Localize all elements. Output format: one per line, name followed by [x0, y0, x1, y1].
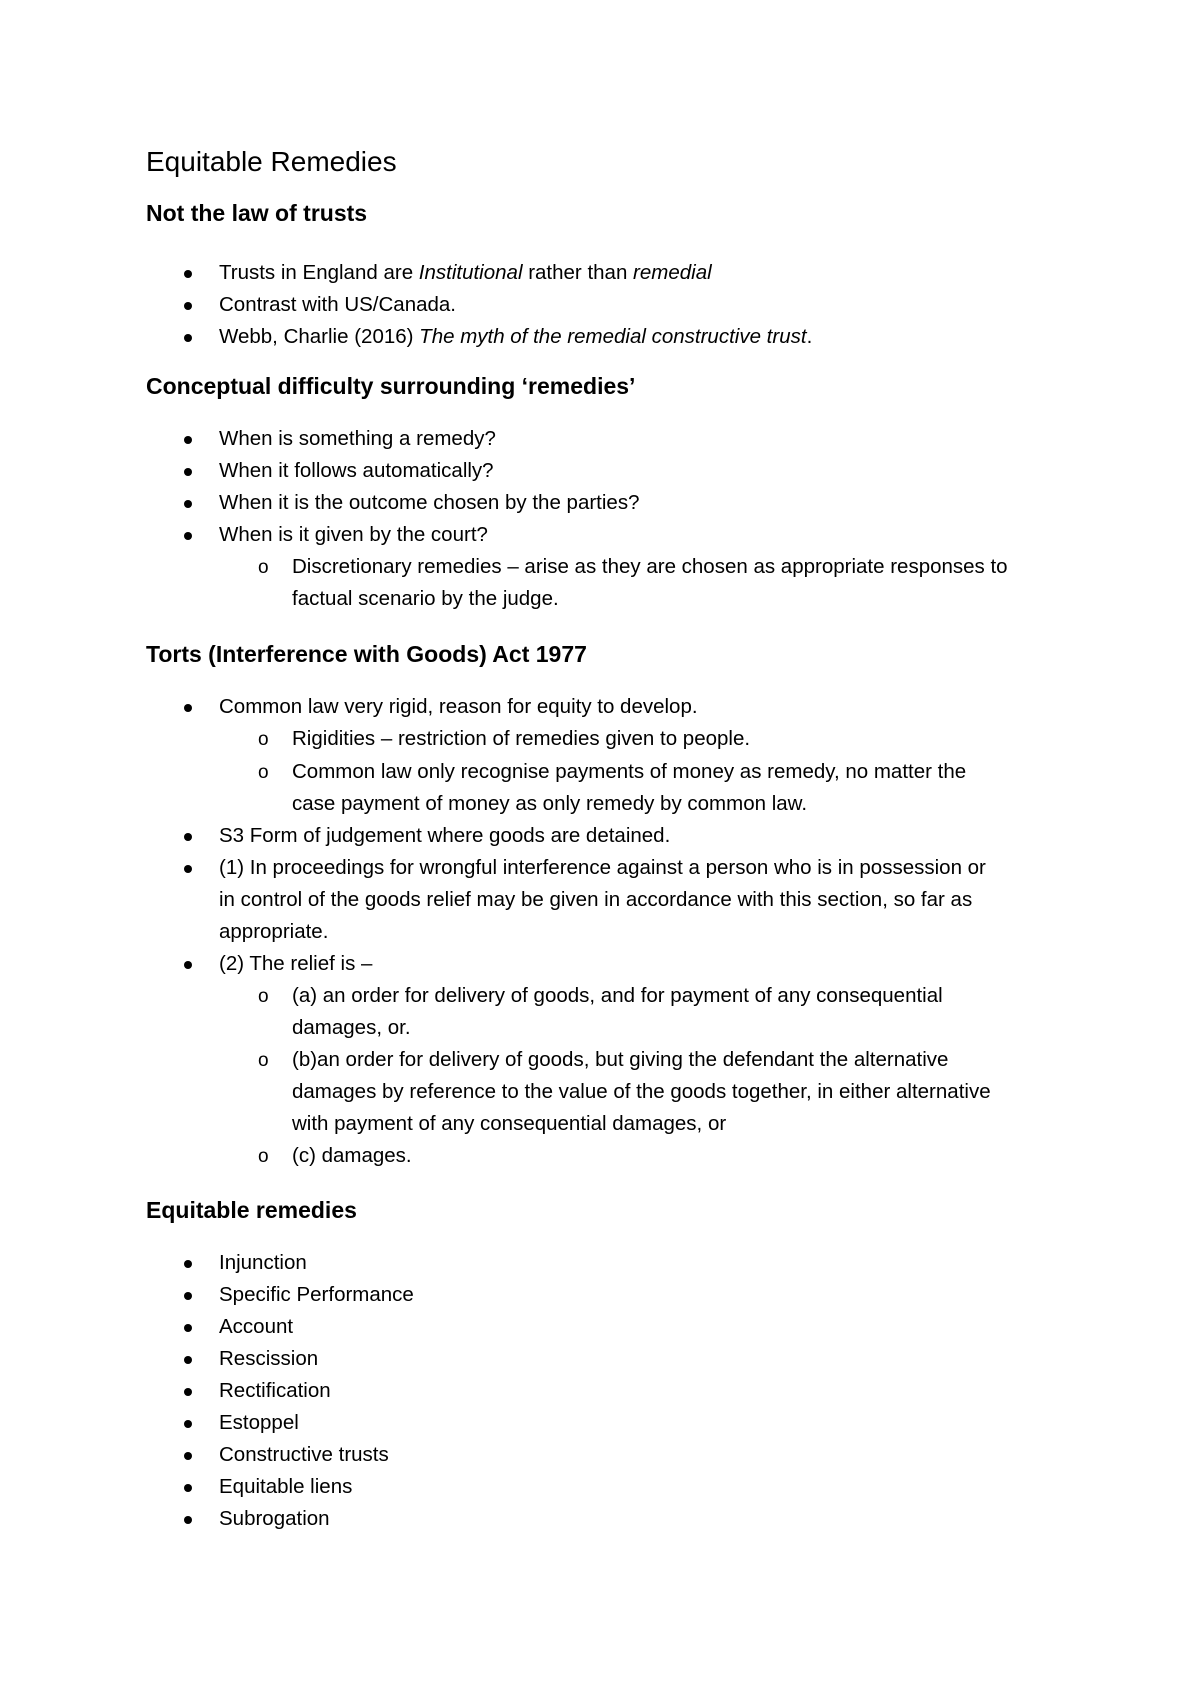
- bullet-icon: [184, 1516, 192, 1524]
- bullet-icon: [184, 1260, 192, 1268]
- section-heading-equitable-remedies: Equitable remedies: [146, 1197, 357, 1223]
- bullet-icon: [184, 1452, 192, 1460]
- bullet-icon: [184, 833, 192, 841]
- sub-list-item: (c) damages.: [292, 1144, 412, 1167]
- sub-list-item-continuation: factual scenario by the judge.: [292, 587, 559, 610]
- sub-bullet-icon: o: [258, 557, 269, 578]
- list-item: Contrast with US/Canada.: [219, 293, 457, 316]
- sub-list-item-continuation: damages, or.: [292, 1016, 411, 1039]
- section-heading-not-law-of-trusts: Not the law of trusts: [146, 200, 368, 226]
- list-item: When it follows automatically?: [219, 459, 494, 482]
- list-item: Common law very rigid, reason for equity to develop.: [219, 695, 698, 718]
- bullet-icon: [184, 1292, 192, 1300]
- list-item: Rectification: [219, 1379, 331, 1402]
- sub-list-item: (a) an order for delivery of goods, and for payment of any consequential: [292, 984, 943, 1007]
- list-item: Constructive trusts: [219, 1443, 389, 1466]
- bullet-icon: [184, 1324, 192, 1332]
- bullet-icon: [184, 1356, 192, 1364]
- list-item: Estoppel: [219, 1411, 299, 1434]
- bullet-icon: [184, 1388, 192, 1396]
- sub-bullet-icon: o: [258, 1050, 269, 1071]
- list-item-continuation: appropriate.: [219, 920, 329, 943]
- bullet-icon: [184, 270, 192, 278]
- list-item: Rescission: [219, 1347, 319, 1370]
- bullet-icon: [184, 468, 192, 476]
- list-item: S3 Form of judgement where goods are detained.: [219, 824, 671, 847]
- document-title: Equitable Remedies: [146, 146, 397, 177]
- list-item: Specific Performance: [219, 1283, 414, 1306]
- list-item-continuation: in control of the goods relief may be given in accordance with this section, so far as: [219, 888, 973, 911]
- list-item: When is it given by the court?: [219, 523, 488, 546]
- bullet-icon: [184, 961, 192, 969]
- list-item: When it is the outcome chosen by the parties?: [219, 491, 640, 514]
- bullet-icon: [184, 1484, 192, 1492]
- sub-list-item: Common law only recognise payments of money as remedy, no matter the: [292, 760, 967, 783]
- list-item: (1) In proceedings for wrongful interference against a person who is in possession or: [219, 856, 986, 879]
- sub-bullet-icon: o: [258, 986, 269, 1007]
- sub-list-item-continuation: with payment of any consequential damages, or: [292, 1112, 727, 1135]
- bullet-icon: [184, 436, 192, 444]
- bullet-icon: [184, 532, 192, 540]
- bullet-icon: [184, 334, 192, 342]
- sub-list-item: Rigidities – restriction of remedies given to people.: [292, 727, 751, 750]
- bullet-icon: [184, 302, 192, 310]
- sub-bullet-icon: o: [258, 762, 269, 783]
- list-item: Injunction: [219, 1251, 307, 1274]
- sub-bullet-icon: o: [258, 729, 269, 750]
- bullet-icon: [184, 704, 192, 712]
- bullet-icon: [184, 865, 192, 873]
- list-item: When is something a remedy?: [219, 427, 496, 450]
- sub-list-item: Discretionary remedies – arise as they are chosen as appropriate responses to: [292, 555, 1008, 578]
- sub-bullet-icon: o: [258, 1146, 269, 1167]
- list-item: Trusts in England are Institutional rather than remedial: [219, 261, 712, 284]
- sub-list-item: (b)an order for delivery of goods, but giving the defendant the alternative: [292, 1048, 949, 1071]
- list-item: Equitable liens: [219, 1475, 353, 1498]
- list-item: Subrogation: [219, 1507, 330, 1530]
- list-item: Account: [219, 1315, 294, 1338]
- sub-list-item-continuation: damages by reference to the value of the goods together, in either alternative: [292, 1080, 991, 1103]
- bullet-icon: [184, 1420, 192, 1428]
- section-heading-torts-act: Torts (Interference with Goods) Act 1977: [146, 641, 587, 667]
- list-item: Webb, Charlie (2016) The myth of the remedial constructive trust.: [219, 325, 813, 348]
- list-item: (2) The relief is –: [219, 952, 373, 975]
- bullet-icon: [184, 500, 192, 508]
- sub-list-item-continuation: case payment of money as only remedy by common law.: [292, 792, 808, 815]
- section-heading-conceptual-difficulty: Conceptual difficulty surrounding ‘remedies’: [146, 373, 636, 399]
